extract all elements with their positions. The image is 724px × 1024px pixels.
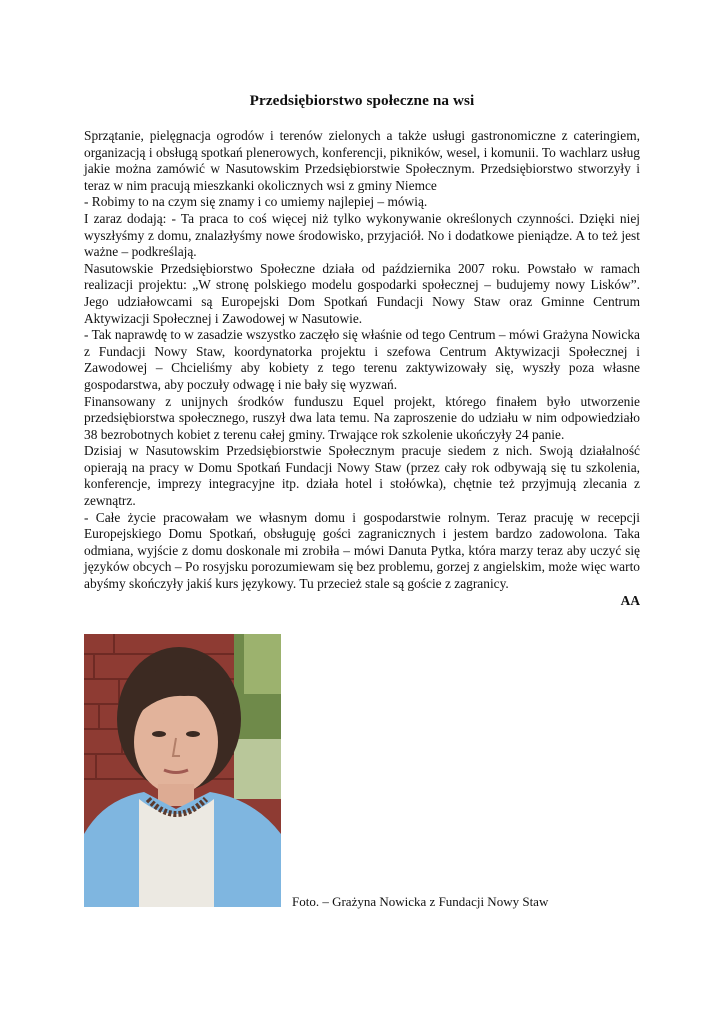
article-paragraph: - Całe życie pracowałam we własnym domu i gospodarstwie rolnym. Teraz pracuję w recepcji Europejskiego Domu Spotkań, obsługuję gości zagranicznych i jestem bardzo zadowolona. Taka odmiana, wyjście z domu doskonale mi zrobiła – mówi Danuta Pytka, która marzy teraz aby uczyć się języków obcych – Po rosyjsku porozumiewam się bez problemu, gorzej z angielskim, może więc warto abyśmy skończyły jakiś kurs językowy. Tu przecież stale są goście z zagranicy. bbox=[84, 509, 640, 592]
portrait-photo bbox=[84, 634, 281, 907]
article-paragraph: I zaraz dodają: - Ta praca to coś więcej niż tylko wykonywanie określonych czynności. Dzięki niej wyszłyśmy z domu, znalazłyśmy nowe środowisko, przyjaciół. No i dodatkowe pieniądze. A to też jest ważne – podkreślają. bbox=[84, 210, 640, 260]
article-paragraph: Nasutowskie Przedsiębiorstwo Społeczne działa od października 2007 roku. Powstało w ramach realizacji projektu: „W stronę polskiego modelu gospodarki społecznej – budujemy nowy Lisków”. Jego udziałowcami są Europejski Dom Spotkań Fundacji Nowy Staw oraz Gminne Centrum Aktywizacji Społecznej i Zawodowej w Nasutowie. bbox=[84, 260, 640, 326]
article-title: Przedsiębiorstwo społeczne na wsi bbox=[249, 92, 475, 109]
article bbox=[84, 92, 640, 609]
article-paragraph: Finansowany z unijnych środków funduszu Equel projekt, którego finałem było utworzenie przedsiębiorstwa społecznego, ruszył dwa lata temu. Na zaproszenie do udziału w nim odpowiedziało 38 bezrobotnych kobiet z terenu całej gminy. Trwające rok szkolenie ukończyły 24 panie. bbox=[84, 393, 640, 442]
article-body bbox=[84, 128, 640, 593]
article-paragraph: Sprzątanie, pielęgnacja ogrodów i terenów zielonych a także usługi gastronomiczne z cateringiem, organizacją i obsługą spotkań plenerowych, konferencji, pikników, wesel, i komunii. To wachlarz usług jakie można zamówić w Nasutowskim Przedsiębiorstwie Społecznym. Przedsiębiorstwo stworzyły i teraz w nim pracują mieszkanki okolicznych wsi z gminy Niemce bbox=[84, 128, 640, 193]
article-paragraph: - Robimy to na czym się znamy i co umiemy najlepiej – mówią. bbox=[84, 194, 428, 210]
article-paragraph: - Tak naprawdę to w zasadzie wszystko zaczęło się właśnie od tego Centrum – mówi Grażyna Nowicka z Fundacji Nowy Staw, koordynatorka projektu i szefowa Centrum Aktywizacji Społecznej i Zawodowej – Chcieliśmy aby kobiety z tego terenu zaktywizowały się, wyszły poza własne gospodarstwa, aby poczuły odwagę i nie bały się wyzwań. bbox=[84, 327, 640, 392]
photo-caption: Foto. – Grażyna Nowicka z Fundacji Nowy Staw bbox=[292, 894, 549, 909]
article-paragraph: Dzisiaj w Nasutowskim Przedsiębiorstwie Społecznym pracuje siedem z nich. Swoją działalność opierają na pracy w Domu Spotkań Fundacji Nowy Staw (przez cały rok odbywają się tu szkolenia, konferencje, imprezy integracyjne itp. działa hotel i stołówka), chętnie też przyjmują zlecania z zewnątrz. bbox=[84, 443, 640, 509]
author-signature: AA bbox=[620, 592, 640, 608]
